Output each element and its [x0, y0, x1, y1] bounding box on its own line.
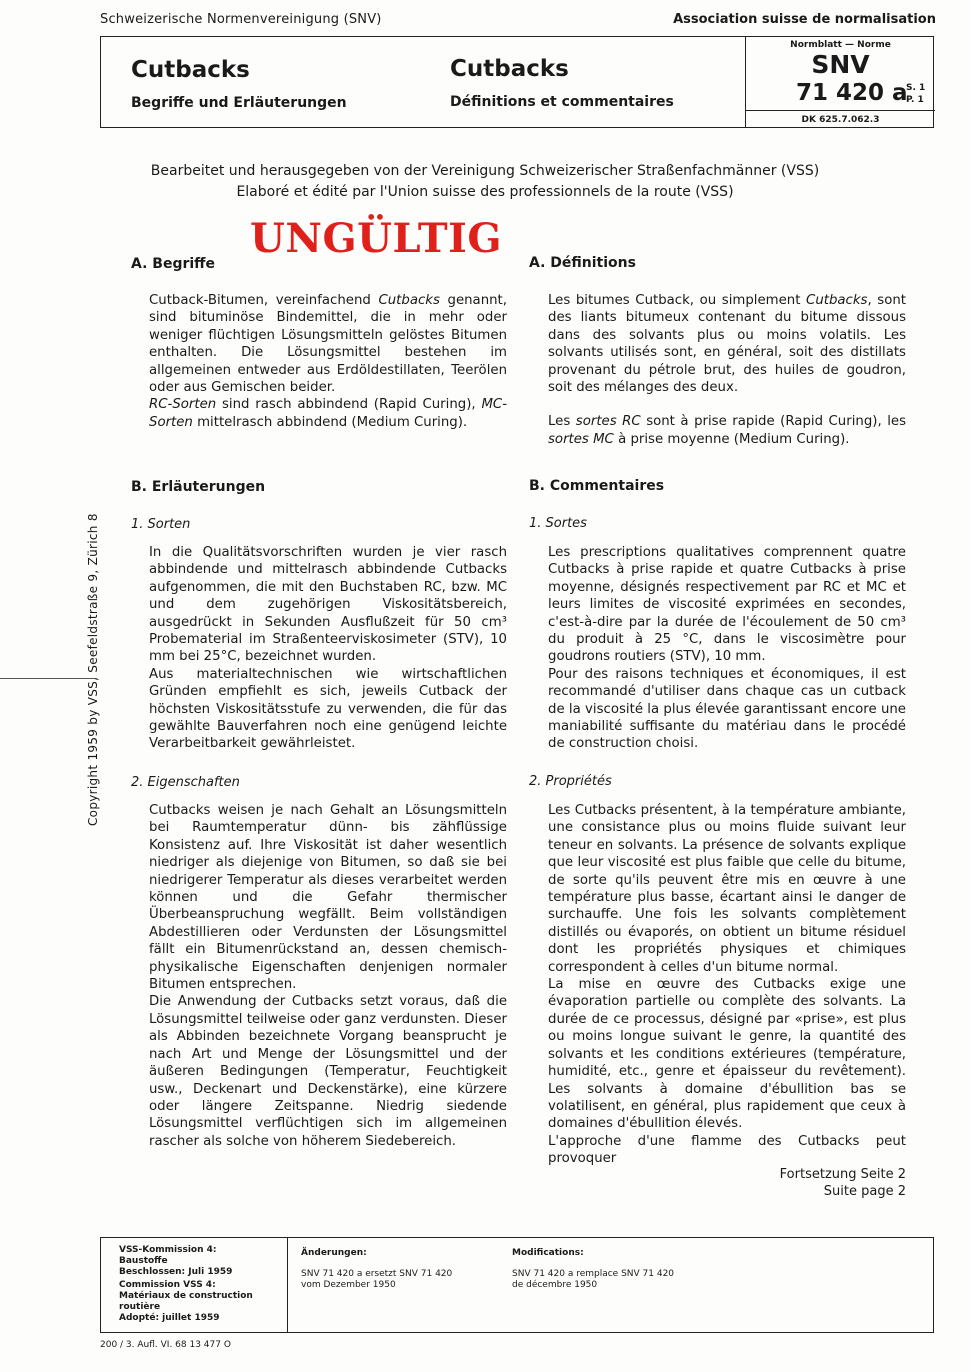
- dk-number: DK 625.7.062.3: [746, 110, 935, 129]
- fr-section-b-title: B. Commentaires: [529, 478, 665, 494]
- fr-b2-para-1: Les Cutbacks présentent, à la température ambiante, une consistance plus ou moins fluide suivant leur teneur en solvants. La présence de solvants explique que leur viscosité est plus faible que celle du bitume, de sorte qu'ils peuvent être mis en œuvre à une température plus basse, écartant ainsi le danger de surchauffe. Une fois les solvants complètement distillés ou évaporés, on obtient un bitume résiduel dont les propriétés physiques et chimiques correspondent à celles d'un bitume normal.: [548, 803, 906, 975]
- kom-fr-3: Adopté: juillet 1959: [119, 1313, 220, 1323]
- de-b1: [149, 544, 507, 753]
- de-b1-para-1: In die Qualitätsvorschriften wurden je vier rasch abbindende und mittelrasch abbindende Cutbacks aufgenommen, die mit den Buchstaben RC, bzw. MC und dem zugehörigen Viskositätsbereich, ausgedrückt in Sekunden Ausflußzeit für 50 cm³ Probematerial im Straßenteerviskosimeter (STV), 10 mm bei 25°C, bezeichnet wurden.: [149, 545, 507, 665]
- fold-mark: [0, 678, 96, 679]
- fr-b2-para-3: L'approche d'une flamme des Cutbacks peut provoquer: [548, 1133, 906, 1167]
- page-number: [906, 82, 925, 106]
- de-b1-para-2: Aus materialtechnischen wie wirtschaftlichen Gründen empfiehlt es sich, jeweils Cutback der höchsten Viskositätsstufe zu verwenden, die für das gewählte Bauverfahren noch eine genügend leichte Verarbeitbarkeit gewährleistet.: [149, 666, 507, 752]
- fr-b1-para-2: Pour des raisons techniques et économiques, il est recommandé d'utiliser dans chaque cas un cutback de la viscosité la plus élevée garantissant encore une maniabilité suffisante du matériau dans le procédé de construction choisi.: [548, 666, 906, 752]
- de-a-para-1: Cutback-Bitumen, vereinfachend Cutbacks genannt, sind bituminöse Bindemittel, die in mehr oder weniger flüchtigen Lösungsmitteln gelöstes Bitumen enthalten. Die Lösungsmittel bestehen im allgemeinen entweder aus Erdöldestillaten, Teerölen oder aus Gemischen beider.: [149, 293, 507, 396]
- header-box: [100, 36, 934, 128]
- de-b2: [149, 802, 507, 1150]
- edited-de: Bearbeitet und herausgegeben von der Vereinigung Schweizerischer Straßenfachmänner (VSS): [150, 163, 820, 179]
- de-section-a-title: A. Begriffe: [131, 256, 216, 272]
- fr-a-para-2: Les sortes RC sont à prise rapide (Rapid Curing), les sortes MC à prise moyenne (Medium Curing).: [548, 414, 906, 447]
- snv-label: SNV: [811, 50, 870, 79]
- de-b2-para-1: Cutbacks weisen je nach Gehalt an Lösungsmitteln bei Raumtemperatur dünn- bis zähflüssige Konsistenz auf. Ihre Viskosität ist daher wesentlich niedriger als diejenige von Bitumen, so daß sie bei niedrigerer Temperatur als dieses verarbeitet werden können und die Gefahr thermischer Überbeanspruchung wegfällt. Beim vollständigen Abdestillieren oder Verdunsten der Lösungsmittel fällt ein Bitumenrückstand an, dessen chemisch-physikalische Eigenschaften denjenigen normaler Bitumen entsprechen.: [149, 803, 507, 993]
- changes-text-2: vom Dezember 1950: [301, 1280, 396, 1290]
- page-de: S. 1: [906, 83, 926, 93]
- fr-section-a-title: A. Définitions: [529, 255, 636, 271]
- norm-number: 71 420 a: [796, 80, 908, 106]
- fr-a-para-1: Les bitumes Cutback, ou simplement Cutbacks, sont des liants bitumeux contenant du bitume dissous dans des solvants plus ou moins volatils. Les solvants utilisés sont, en général, soit des distillats provenant du pétrole brut, des huiles de goudron, soit des mélanges des deux.: [548, 293, 906, 396]
- kom-de-1: VSS-Kommission 4:: [119, 1245, 217, 1255]
- fr-section-a: [548, 292, 906, 448]
- modifications-label: Modifications:: [512, 1248, 584, 1258]
- subtitle-fr: Définitions et commentaires: [450, 94, 674, 110]
- norm-label: Normblatt — Norme: [790, 40, 891, 50]
- continuation-de: Fortsetzung Seite 2: [779, 1167, 906, 1182]
- continuation-fr: Suite page 2: [823, 1184, 906, 1199]
- footer-box: [100, 1237, 934, 1333]
- subtitle-de: Begriffe und Erläuterungen: [131, 95, 347, 111]
- top-left-org: Schweizerische Normenvereinigung (SNV): [100, 12, 382, 27]
- changes-text-1: SNV 71 420 a ersetzt SNV 71 420: [301, 1269, 453, 1279]
- de-section-a: [149, 292, 507, 431]
- de-b1-title: 1. Sorten: [131, 517, 191, 532]
- modifications-text-1: SNV 71 420 a remplace SNV 71 420: [512, 1269, 675, 1279]
- top-right-org: Association suisse de normalisation: [673, 12, 936, 27]
- de-b2-title: 2. Eigenschaften: [131, 775, 240, 790]
- footer-commission: [101, 1238, 288, 1332]
- footer-changes-de: [301, 1248, 452, 1291]
- norm-box: [745, 36, 935, 128]
- fr-b2-title: 2. Propriétés: [529, 774, 612, 789]
- changes-label: Änderungen:: [301, 1248, 367, 1258]
- title-fr: Cutbacks: [450, 56, 569, 82]
- page-fr: P. 1: [906, 95, 924, 105]
- title-de: Cutbacks: [131, 57, 250, 83]
- de-a-para-2: RC-Sorten sind rasch abbindend (Rapid Curing), MC-Sorten mittelrasch abbindend (Medium Curing).: [149, 397, 507, 430]
- fr-b1-para-1: Les prescriptions qualitatives comprennent quatre Cutbacks à prise rapide et quatre Cutbacks à prise moyenne, désignés respectivement par RC et MC et leurs limites de viscosité exprimées en secondes, c'est-à-dire par la durée de l'écoulement de 50 cm³ du produit à 25 °C, dans le viscosimètre pour goudrons routiers (STV), 10 mm.: [548, 545, 906, 665]
- de-b2-para-2: Die Anwendung der Cutbacks setzt voraus, daß die Lösungsmittel teilweise oder ganz verdunsten. Dieser als Abbinden bezeichnete Vorgang beansprucht je nach Art und Menge der Lösungsmittel und der äußeren Bedingungen (Temperatur, Feuchtigkeit usw., Deckenart und Deckenstärke), eine kürzere oder längere Zeitspanne. Niedrig siedende Lösungsmittel verflüchtigen sich im allgemeinen rascher als solche von höherem Siedebereich.: [149, 994, 507, 1149]
- modifications-text-2: de décembre 1950: [512, 1280, 598, 1290]
- kom-de-3: Beschlossen: Juli 1959: [119, 1267, 233, 1277]
- fr-b2-para-2: La mise en œuvre des Cutbacks exige une évaporation partielle ou complète des solvants. La durée de ce processus, désigné par «prise», est plus ou moins longue suivant le genre, la quantité des solvants et les conditions extérieures (température, humidité, etc., genre et épaisseur du revêtement). Les solvants à domaine d'ébullition bas se volatilisent, en général, plus rapidement que ceux à domaines d'ébullition élevés.: [548, 977, 906, 1132]
- footer-changes-fr: [512, 1248, 674, 1291]
- fr-b1-title: 1. Sortes: [529, 516, 587, 531]
- kom-de-2: Baustoffe: [119, 1256, 168, 1266]
- fr-b2: [548, 802, 906, 1168]
- print-info: 200 / 3. Aufl. VI. 68 13 477 O: [100, 1340, 231, 1350]
- continuation-note: [780, 1166, 906, 1200]
- invalid-stamp: UNGÜLTIG: [250, 215, 502, 262]
- kom-fr-2: Matériaux de construction routière: [119, 1291, 253, 1312]
- de-section-b-title: B. Erläuterungen: [131, 479, 266, 495]
- edited-fr: Elaboré et édité par l'Union suisse des professionnels de la route (VSS): [236, 184, 734, 200]
- kom-fr-1: Commission VSS 4:: [119, 1280, 216, 1290]
- copyright-vertical: Copyright 1959 by VSS, Seefeldstraße 9, Zürich 8: [86, 513, 100, 826]
- fr-b1: [548, 544, 906, 753]
